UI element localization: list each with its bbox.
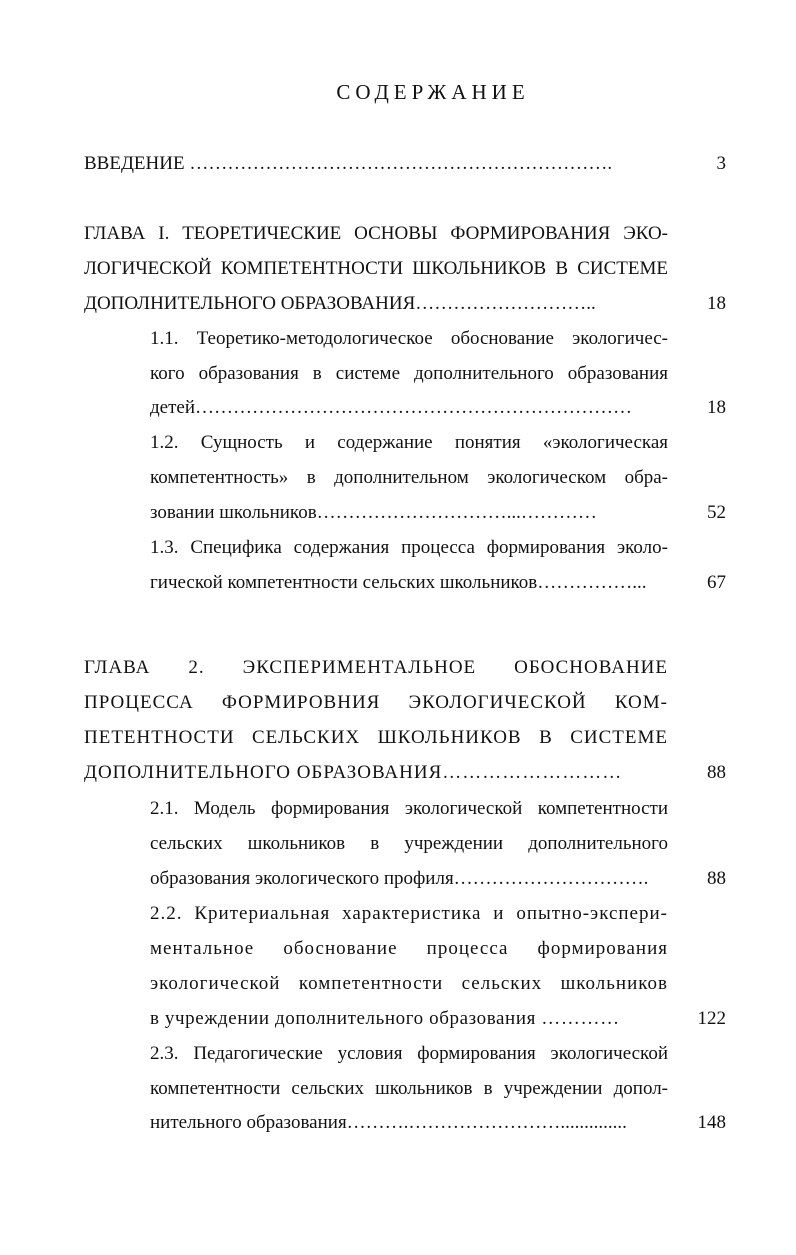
chapter2-title-line4: ДОПОЛНИТЕЛЬНОГО ОБРАЗОВАНИЯ……………………… xyxy=(84,762,623,783)
section-2-1-page: 88 xyxy=(707,868,726,889)
chapter1-title-line1: ГЛАВА I. ТЕОРЕТИЧЕСКИЕ ОСНОВЫ ФОРМИРОВАНИЯ ЭКО- xyxy=(84,223,668,244)
section-2-2-line3: экологической компетентности сельских школьников xyxy=(150,973,668,994)
section-2-1-line1: 2.1. Модель формирования экологической компетентности xyxy=(150,798,668,819)
section-1-1-line1: 1.1. Теоретико-методологическое обоснование экологичес- xyxy=(150,328,668,349)
section-2-2-line1: 2.2. Критериальная характеристика и опытно-экспери- xyxy=(150,903,668,924)
section-1-1-line2: кого образования в системе дополнительного образования xyxy=(150,363,668,384)
section-1-1-line3: детей…………………………………………………………… xyxy=(150,397,633,418)
section-1-2-line1: 1.2. Сущность и содержание понятия «экологическая xyxy=(150,432,668,453)
toc-intro-page: 3 xyxy=(716,153,726,174)
toc-intro-label: ВВЕДЕНИЕ …………………………………………………………. xyxy=(84,153,613,174)
section-2-3-line2: компетентности сельских школьников в учреждении допол- xyxy=(150,1078,668,1099)
chapter2-title-line1: ГЛАВА 2. ЭКСПЕРИМЕНТАЛЬНОЕ ОБОСНОВАНИЕ xyxy=(84,657,668,678)
section-1-1-page: 18 xyxy=(707,397,726,418)
section-2-2-line4: в учреждении дополнительного образования ………… xyxy=(150,1008,620,1029)
chapter1-title-line3: ДОПОЛНИТЕЛЬНОГО ОБРАЗОВАНИЯ……………………….. xyxy=(84,293,596,314)
chapter2-title-line2: ПРОЦЕССА ФОРМИРОВНИЯ ЭКОЛОГИЧЕСКОЙ КОМ- xyxy=(84,692,668,713)
section-1-3-line2: гической компетентности сельских школьников……………... xyxy=(150,572,647,593)
toc-title: СОДЕРЖАНИЕ xyxy=(336,80,530,104)
chapter1-title-line2: ЛОГИЧЕСКОЙ КОМПЕТЕНТНОСТИ ШКОЛЬНИКОВ В СИСТЕМЕ xyxy=(84,258,668,279)
section-1-3-line1: 1.3. Специфика содержания процесса формирования эколо- xyxy=(150,537,668,558)
section-2-3-page: 148 xyxy=(697,1112,726,1133)
section-2-3-line3: нительного образования……….…………………….............. xyxy=(150,1112,627,1133)
section-2-1-line3: образования экологического профиля…………………………. xyxy=(150,868,649,889)
chapter2-title-line3: ПЕТЕНТНОСТИ СЕЛЬСКИХ ШКОЛЬНИКОВ В СИСТЕМЕ xyxy=(84,727,668,748)
section-1-2-page: 52 xyxy=(707,502,726,523)
section-1-3-page: 67 xyxy=(707,572,726,593)
chapter1-page: 18 xyxy=(707,293,726,314)
section-2-3-line1: 2.3. Педагогические условия формирования экологической xyxy=(150,1043,668,1064)
section-2-2-line2: ментальное обоснование процесса формирования xyxy=(150,938,668,959)
section-2-1-line2: сельских школьников в учреждении дополнительного xyxy=(150,833,668,854)
section-1-2-line3: зовании школьников…………………………...………… xyxy=(150,502,597,523)
section-2-2-page: 122 xyxy=(697,1008,726,1029)
section-1-2-line2: компетентность» в дополнительном экологическом обра- xyxy=(150,467,668,488)
chapter2-page: 88 xyxy=(707,762,726,783)
